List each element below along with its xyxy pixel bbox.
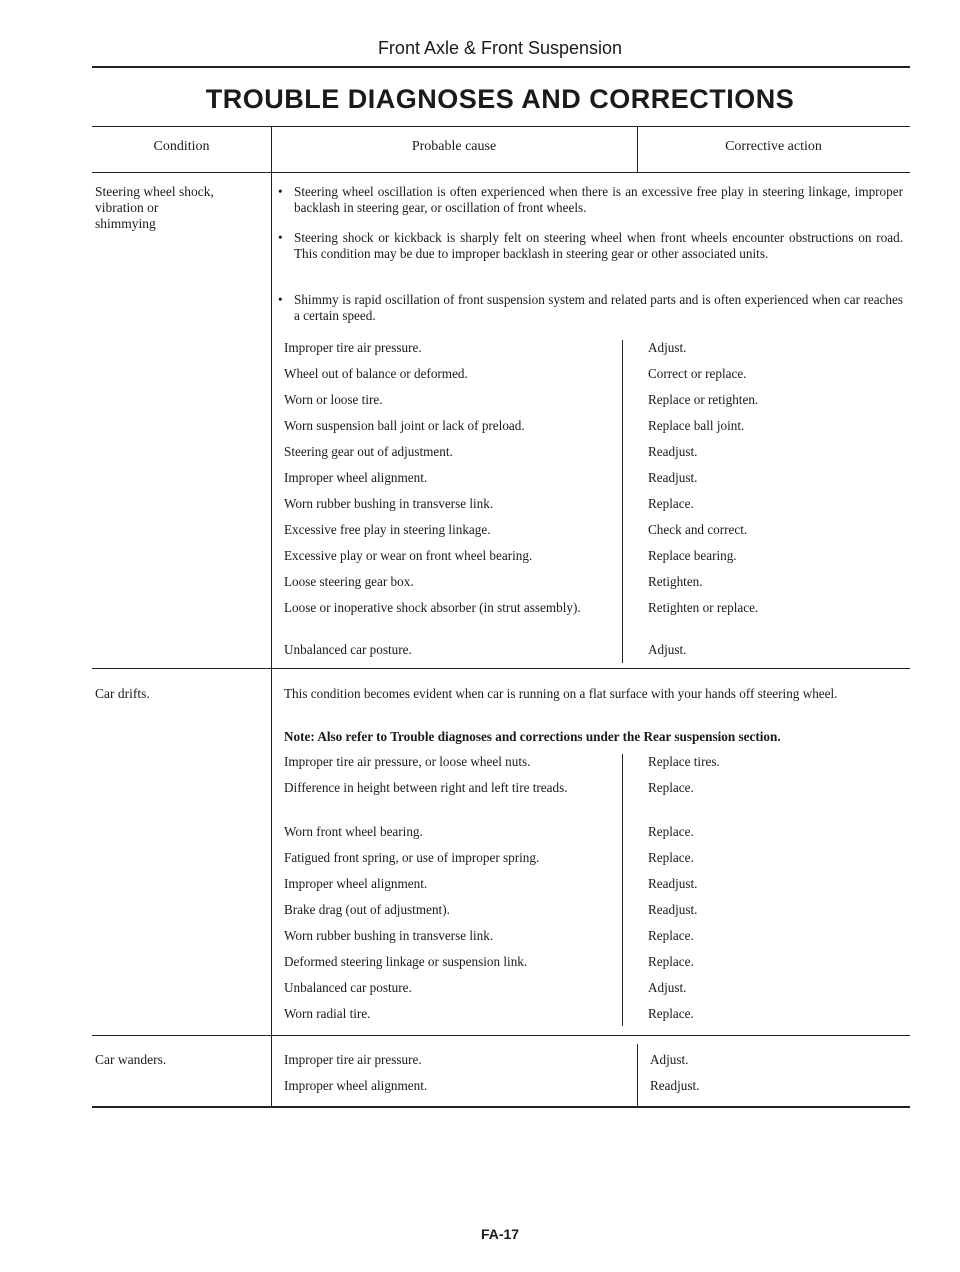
cause-text: Improper wheel alignment. bbox=[284, 1078, 428, 1093]
bullet-icon: • bbox=[278, 230, 283, 245]
cause-text: Worn front wheel bearing. bbox=[284, 824, 423, 839]
cause-text: Worn rubber bushing in transverse link. bbox=[284, 928, 494, 943]
cause-text: Difference in height between right and left tire treads. bbox=[284, 780, 568, 795]
cause-text: Improper tire air pressure. bbox=[284, 340, 422, 355]
cause-text: Fatigued front spring, or use of improper spring. bbox=[284, 850, 540, 865]
cause-text: Loose or inoperative shock absorber (in strut assembly). bbox=[284, 600, 581, 615]
action-text: Replace. bbox=[648, 824, 694, 839]
action-text: Readjust. bbox=[648, 470, 698, 485]
note-bullet bbox=[278, 292, 903, 324]
cause-text: Worn or loose tire. bbox=[284, 392, 383, 407]
cause-text: Excessive free play in steering linkage. bbox=[284, 522, 491, 537]
header-rule bbox=[92, 66, 910, 68]
action-text: Readjust. bbox=[648, 876, 698, 891]
action-text: Replace. bbox=[648, 496, 694, 511]
action-text: Replace or retighten. bbox=[648, 392, 759, 407]
action-text: Replace. bbox=[648, 780, 694, 795]
cause-text: Loose steering gear box. bbox=[284, 574, 414, 589]
section-rule bbox=[92, 668, 910, 669]
note-bullet bbox=[278, 184, 903, 216]
condition-divider bbox=[271, 126, 272, 1106]
action-text: Correct or replace. bbox=[648, 366, 747, 381]
cause-text: Improper tire air pressure. bbox=[284, 1052, 422, 1067]
cause-text: Wheel out of balance or deformed. bbox=[284, 366, 468, 381]
action-text: Retighten. bbox=[648, 574, 703, 589]
cause-text: Improper wheel alignment. bbox=[284, 876, 428, 891]
action-text: Adjust. bbox=[648, 642, 687, 657]
cause-text: Improper wheel alignment. bbox=[284, 470, 428, 485]
bullet-icon: • bbox=[278, 184, 283, 199]
section-note: Note: Also refer to Trouble diagnoses and corrections under the Rear suspension section. bbox=[284, 729, 781, 744]
action-text: Replace tires. bbox=[648, 754, 720, 769]
action-text: Adjust. bbox=[650, 1052, 689, 1067]
cause-text: Worn rubber bushing in transverse link. bbox=[284, 496, 494, 511]
cause-text: Unbalanced car posture. bbox=[284, 980, 412, 995]
action-text: Readjust. bbox=[650, 1078, 700, 1093]
action-text: Readjust. bbox=[648, 902, 698, 917]
cause-action-divider bbox=[637, 1044, 638, 1106]
bullet-text: Steering wheel oscillation is often experienced when there is an excessive free play in steering linkage, improper backlash in steering gear, or oscillation of front wheels. bbox=[294, 184, 903, 215]
action-text: Replace. bbox=[648, 850, 694, 865]
cause-text: Excessive play or wear on front wheel bearing. bbox=[284, 548, 533, 563]
cause-text: Deformed steering linkage or suspension link. bbox=[284, 954, 528, 969]
action-text: Replace ball joint. bbox=[648, 418, 745, 433]
action-text: Check and correct. bbox=[648, 522, 748, 537]
cause-text: Steering gear out of adjustment. bbox=[284, 444, 453, 459]
action-text: Replace. bbox=[648, 954, 694, 969]
action-text: Adjust. bbox=[648, 340, 687, 355]
column-header-cause: Probable cause bbox=[411, 139, 497, 154]
cause-text: Unbalanced car posture. bbox=[284, 642, 412, 657]
note-bullet bbox=[278, 230, 903, 262]
bullet-icon: • bbox=[278, 292, 283, 307]
cause-text: Worn suspension ball joint or lack of preload. bbox=[284, 418, 525, 433]
cause-text: Brake drag (out of adjustment). bbox=[284, 902, 450, 917]
table-top-rule bbox=[92, 126, 910, 127]
action-text: Replace bearing. bbox=[648, 548, 737, 563]
table-header-bottom-rule bbox=[92, 172, 910, 173]
action-text: Readjust. bbox=[648, 444, 698, 459]
cause-text: Worn radial tire. bbox=[284, 1006, 371, 1021]
action-text: Retighten or replace. bbox=[648, 600, 759, 615]
condition-car-wanders: Car wanders. bbox=[95, 1052, 167, 1067]
page-title: TROUBLE DIAGNOSES AND CORRECTIONS bbox=[205, 84, 795, 114]
bullet-text: Steering shock or kickback is sharply felt on steering wheel when front wheels encounter obstructions on road. This condition may be due to improper backlash in steering gear or other associated units. bbox=[294, 230, 903, 261]
section-intro: This condition becomes evident when car is running on a flat surface with your hands off steering wheel. bbox=[284, 686, 838, 701]
page-header: Front Axle & Front Suspension bbox=[377, 38, 623, 58]
column-header-action: Corrective action bbox=[725, 139, 822, 154]
cause-text: Improper tire air pressure, or loose wheel nuts. bbox=[284, 754, 531, 769]
section-rule bbox=[92, 1035, 910, 1036]
action-text: Replace. bbox=[648, 1006, 694, 1021]
bullet-text: Shimmy is rapid oscillation of front suspension system and related parts and is often experienced when car reaches a certain speed. bbox=[294, 292, 903, 323]
page-number: FA-17 bbox=[480, 1226, 520, 1242]
action-text: Adjust. bbox=[648, 980, 687, 995]
column-header-condition: Condition bbox=[153, 139, 210, 154]
condition-steering-shock: Steering wheel shock, vibration or shimmying bbox=[95, 184, 214, 231]
table-bottom-rule bbox=[92, 1106, 910, 1108]
condition-car-drifts: Car drifts. bbox=[95, 686, 150, 701]
action-text: Replace. bbox=[648, 928, 694, 943]
